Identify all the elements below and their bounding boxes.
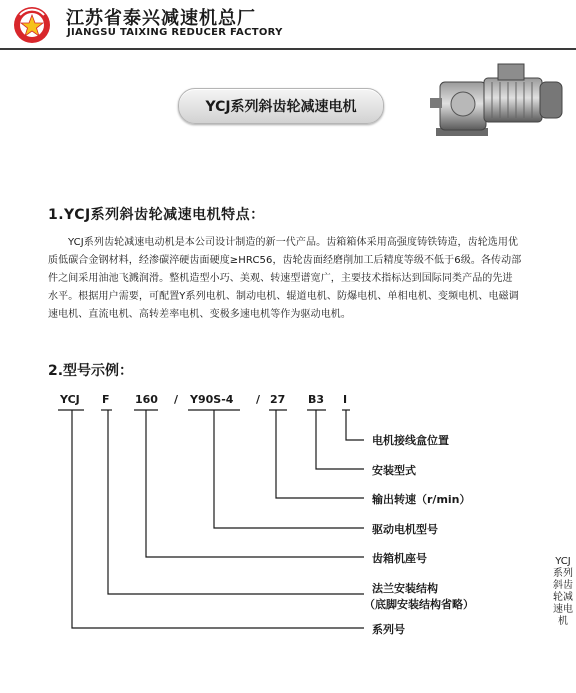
code-27: 27 bbox=[270, 393, 286, 406]
side-vertical-caption bbox=[553, 556, 573, 628]
code-slash-1: / bbox=[174, 393, 179, 406]
side-caption-text: YCJ系列斜齿轮减速电机 bbox=[553, 556, 573, 627]
page-title: YCJ系列斜齿轮减速电机 bbox=[205, 99, 357, 115]
label-output-speed: 输出转速（r/min） bbox=[372, 493, 471, 506]
features-heading: 1.YCJ系列斜齿轮减速电机特点： bbox=[48, 207, 265, 223]
code-160: 160 bbox=[135, 393, 158, 406]
label-terminal-box-position: 电机接线盒位置 bbox=[372, 434, 449, 447]
label-mounting-type: 安装型式 bbox=[372, 464, 416, 477]
code-f: F bbox=[102, 393, 110, 406]
label-flange-mounting: 法兰安装结构 bbox=[372, 582, 438, 595]
code-b3: B3 bbox=[308, 393, 325, 406]
features-paragraph: YCJ系列齿轮减速电动机是本公司设计制造的新一代产品。齿箱箱体采用高强度铸铁铸造，齿轮选用优质低碳合金钢材料，经渗碳淬硬齿面硬度≥HRC56，齿轮齿面经磨削加工后精度等级不低于6级。各传动部件之间采用油池飞溅润滑。整机造型小巧、美观、转速型谱宽广，主要技术指标达到国际同类产品的先进水平。根据用户需要，可配置Y系列电机、制动电机、辊道电机、防爆电机、单相电机、变频电机、电磁调速电机、直流电机、高转差率电机、变极多速电机等作为驱动电机。 bbox=[48, 237, 522, 320]
label-foot-mounting-note: （底脚安装结构省略） bbox=[364, 598, 474, 611]
label-drive-motor-model: 驱动电机型号 bbox=[372, 523, 438, 536]
code-ycj: YCJ bbox=[60, 393, 80, 406]
label-gearbox-frame-size: 齿箱机座号 bbox=[372, 552, 427, 565]
model-example-heading: 2.型号示例： bbox=[48, 363, 134, 379]
company-name-cn: 江苏省泰兴减速机总厂 bbox=[66, 8, 256, 29]
code-slash-2: / bbox=[256, 393, 261, 406]
code-i: I bbox=[343, 393, 348, 406]
label-series-code: 系列号 bbox=[372, 623, 405, 636]
code-y90s-4: Y90S-4 bbox=[190, 393, 234, 406]
company-name-en: JIANGSU TAIXING REDUCER FACTORY bbox=[67, 27, 283, 38]
